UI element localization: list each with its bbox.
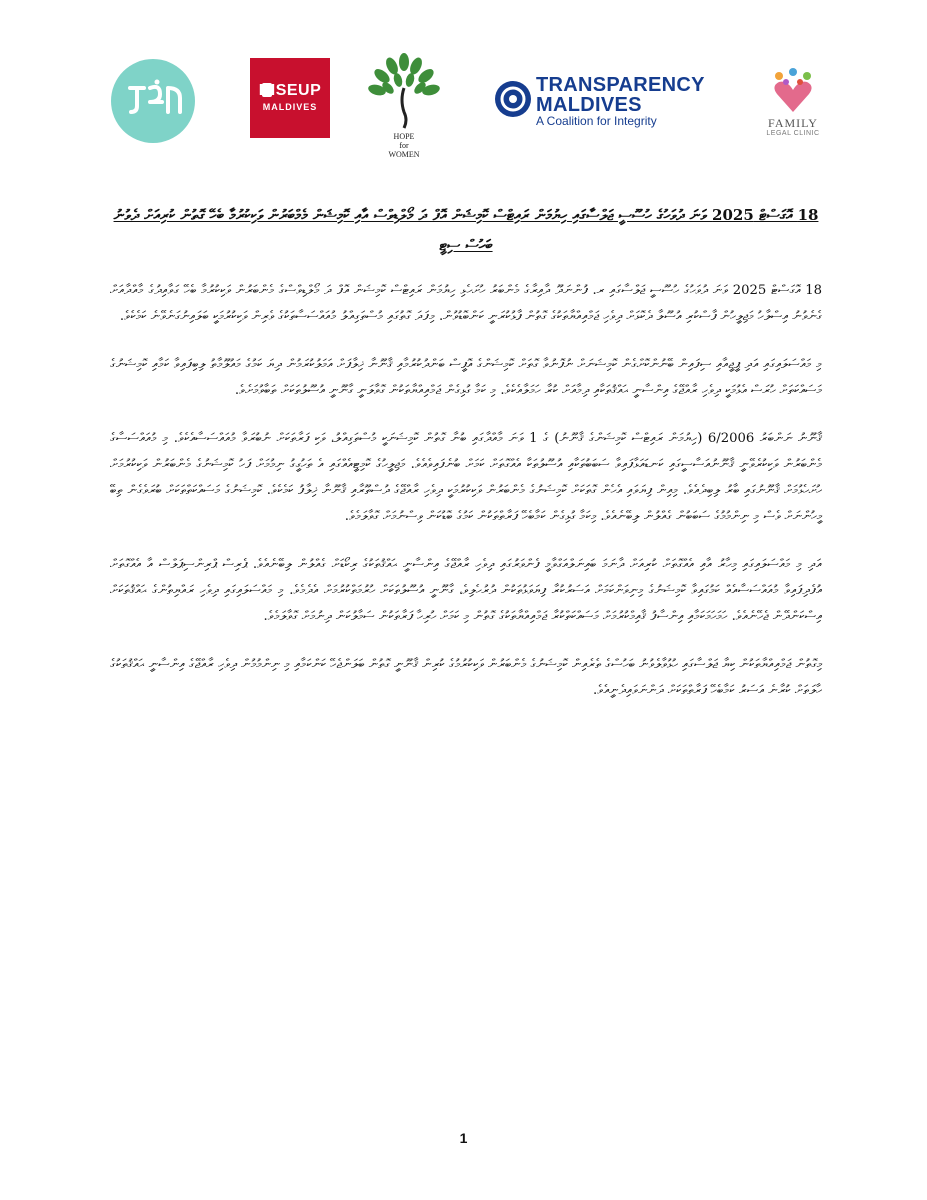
paragraph-4: އަދި މި މައްސަލައިގައި މިހާރު އާއި އެއްގޮތަށް ކުރިއަށް ދާނަމަ ބައިނަލްއަގްވާމީ ފެންވަރުގައި ދިވެހި ރާއްޖޭގެ އިންސާނީ ޙައްޤުތަކުގެ ރިކޯޑަށް ގެއްލުން ލިބޭނެއެވެ. ޕެރިސް ޕްރިންސިޕަލްސް އާ އެއްގޮތަށް އުފެދިފައިވާ މުއައްސަސާއެއް ކަމުގައިވާ ކޮމިޝަނުގެ މިނިވަންކަމަށް އަސަރުކުރާ ފިޔަވަޅުތަކުން ދުރުހެލިވެ، ގާނޫނީ އުސޫލުތަކަށް ހުރުމަތްކުރުމަށް އެދެމެވެ. މި މައްސަލައިގައި ދިވެހި ރައްޔިތުންގެ ޙައްޤުތަކަށް އިސްކަންދޭން ޖެހޭނެއެވެ. ހަމަހަމަކަމާއި އިންސާފު ޤާއިމްކުރުމަށް މަސައްކަތްކުރާ ޖަމްއިއްޔާތަކުގެ ގޮތުން މި ކަމަށް ހުރިހާ ފަރާތަކުން ސަމާލުކަން ދިނުމަށް ގޮވާލަމެވެ.	[110, 557, 822, 624]
transparency-logo-line1: TRANSPARENCY	[536, 74, 705, 96]
transparency-logo-line2: MALDIVES	[536, 94, 642, 116]
paragraph-5: މިގޮތުން ޖަމްއިއްޔާތަކުން ކިޔާ ޖަލްސާގައި ހުޅުވާލެވުނު ބަހުސްގެ ތެރެއިން ކޮމިޝަނުގެ މެންބަރުން ވަކިކުރުމުގެ ކުރިން ޤާނޫނީ ގޮތުން ބަލަންޖެހޭ ކަންކަމާއި މި ނިންމުމުން ދިވެހި ރާއްޖޭގެ އިންސާނީ ޙައްޤުތަކުގެ ހާލަތަށް ކުރާނެ އަސަރު ކަމާބެހޭ ފަރާތްތަކަށް ދަންނަވައިދެނީއެވެ.	[110, 657, 822, 698]
riseup-logo-line2: MALDIVES	[262, 102, 318, 112]
document-body	[110, 200, 822, 704]
riseup-maldives-logo	[250, 58, 330, 138]
family-logo-line2: LEGAL CLINIC	[766, 130, 820, 137]
family-hearts-icon	[755, 64, 831, 114]
globe-icon	[494, 80, 532, 118]
hope-logo-line1: HOPE	[393, 132, 415, 141]
hope-logo-text	[368, 132, 440, 159]
riseup-logo-line1: RISEUP	[258, 82, 322, 99]
partner-logos	[0, 40, 927, 159]
hope-for-women-logo	[368, 48, 440, 159]
jen-logo-mark	[110, 58, 196, 144]
family-legal-clinic-logo	[755, 64, 831, 148]
paragraph-3: ޤާނޫނު ނަންބަރު 6/2006 (ހިޔުމަން ރައިޓްސް ކޮމިޝަންގެ ޤާނޫނު) ގެ 1 ވަނަ މާއްދާގައި ބުނާ ގޮތުން ކޮމިޝަނަކީ މުސްތަގިއްލު، ވަކި ފަރާތަކަށް ނުބުރަވާ މުއައްސަސާއެކެވެ. މި މުއައްސަސާގެ މެންބަރުން ވަކިކުރެވޭނީ ޤާނޫނުއަސާސީގައި ކަނޑައަޅާފައިވާ ސަބަބުތަކާއި އުސޫލުތަކާ އެއްގޮތަށް ކަމަށް ބުނެފައިވެއެވެ. މަޖިލީހުގެ ކޮމިޓީއެއްގައި އެ ތަހުގީގު ނިމުމަށް ފަހު ކޮމިޝަނުގެ މެންބަރުން ވަކިކުރުމަށް ހުށަހެޅުމަށް ޤާނޫނުގައި ބާރު ލިބިދެއެވެ. މިއިން ފިޔަވައި އެހެން ގޮތަކަށް ކޮމިޝަނުގެ މެންބަރުން ވަކިކުރުމަކީ ދިވެހި ރާއްޖޭގެ ދުސްތޫރާއި ޤާނޫނާ ޚިލާފު ކަމެކެވެ. ކޮމިޝަނުގެ މަސައްކަތްތަކަށް ބުރަވެގެން ތިބޭ މީހުންނަށް ވެސް މި ނިންމުމުގެ ސަބަބުން ގެއްލުން ލިބޭނެއެވެ. މިކަމާ ގުޅިގެން ކަމާބެހޭ ފަރާތްތަކުން ކަމުގެ ބޮޑުކަން ވިސްނުމަށް ގޮވާލަމެވެ.	[110, 431, 822, 524]
transparency-maldives-logo	[494, 74, 710, 130]
transparency-logo-tagline: A Coalition for Integrity	[536, 114, 657, 128]
paragraph-1: 18 އޮގަސްޓް 2025 ވަނަ ދުވަހުގެ ހުސޫސީ ޖަލްސާގައި ރ. ފުންނަދޫ ދާއިރާގެ މެންބަރު ހުށަހެޅި ހިޔުމަން ރައިޓްސް ކޮމިޝަން އޮފް ދަ މޯލްޑިވްސްގެ މެންބަރުން ވަކިކުރުމާ ބެހޭ ގަވާއިދުގެ މާއްދާއަށް ގެނެވުނު އިސްލާހު މަޖިލީހުން ފާސްކުރި އުސޫލާ ދެކޮޅަށް ދިވެހި ޖަމްއިއްޔާތަކުގެ ގޮތުން ފާޅުކުރަނީ ކަންބޮޑުވުން. މިފަދަ ގޮތުގައި މުސްތަގިއްލު މުއައްސަސާތަކުގެ ވެރިން ވަކިކުރުމަކީ ބަލައިނުގަނެވޭނެ ކަމެކެވެ.	[110, 283, 822, 324]
jen-logo	[110, 58, 196, 144]
family-logo-line1: FAMILY	[768, 116, 818, 130]
paragraph-2: މި މައްސަލައިގައި އަދި ޕީޖީއާއި ސިފައިން ބޭނުންކޮށްގެން ކޮމިޝަނަށް ނުފޮނުވާ ގޮތަށް ކޮމިޝަންގެ އޮފީސް ބަންދުކުރުމާއި ޤާނޫނާ ޚިލާފަށް އަމަލުކުރަމުން ދިޔަ ކަމުގެ މައުލޫމާތު ލިބިފައިވާ ކަމާއި ކޮމިޝަނުގެ މަސައްކަތަށް ހުރަސް އެޅުމަކީ ދިވެހި ރާއްޖޭގެ އިންސާނީ ޙައްޤުތަކާއި ދިމާއަށް ކުރާ ހަމަލާއެކެވެ. މި ކަމާ ގުޅިގެން ޖަމްއިއްޔާތަކުން ގޮވާލަނީ ގާނޫނީ އުސޫލުތަކަށް ތަބާވުމަށެވެ.	[110, 357, 822, 398]
document-title: 18 އޮގަސްޓް 2025 ވަނަ ދުވަހުގެ ހުސޫސީ ޖަލްސާގައި ހިޔުމަން ރައިޓްސް ކޮމިޝަން އޮފް ދަ މޯލްޑިވްސް އާއި ކޮމިޝަން މެމްބަރުން ވަކިކުރުމާ ބެހޭ ގޮތުން ކުރިއަށް ދެވުނު ބަހުސް ސިޓީ	[113, 206, 819, 254]
page-number: 1	[459, 1130, 468, 1146]
hope-logo-line2: for	[399, 141, 409, 150]
hope-logo-line3: WOMEN	[388, 150, 420, 159]
peacock-icon	[368, 48, 440, 130]
